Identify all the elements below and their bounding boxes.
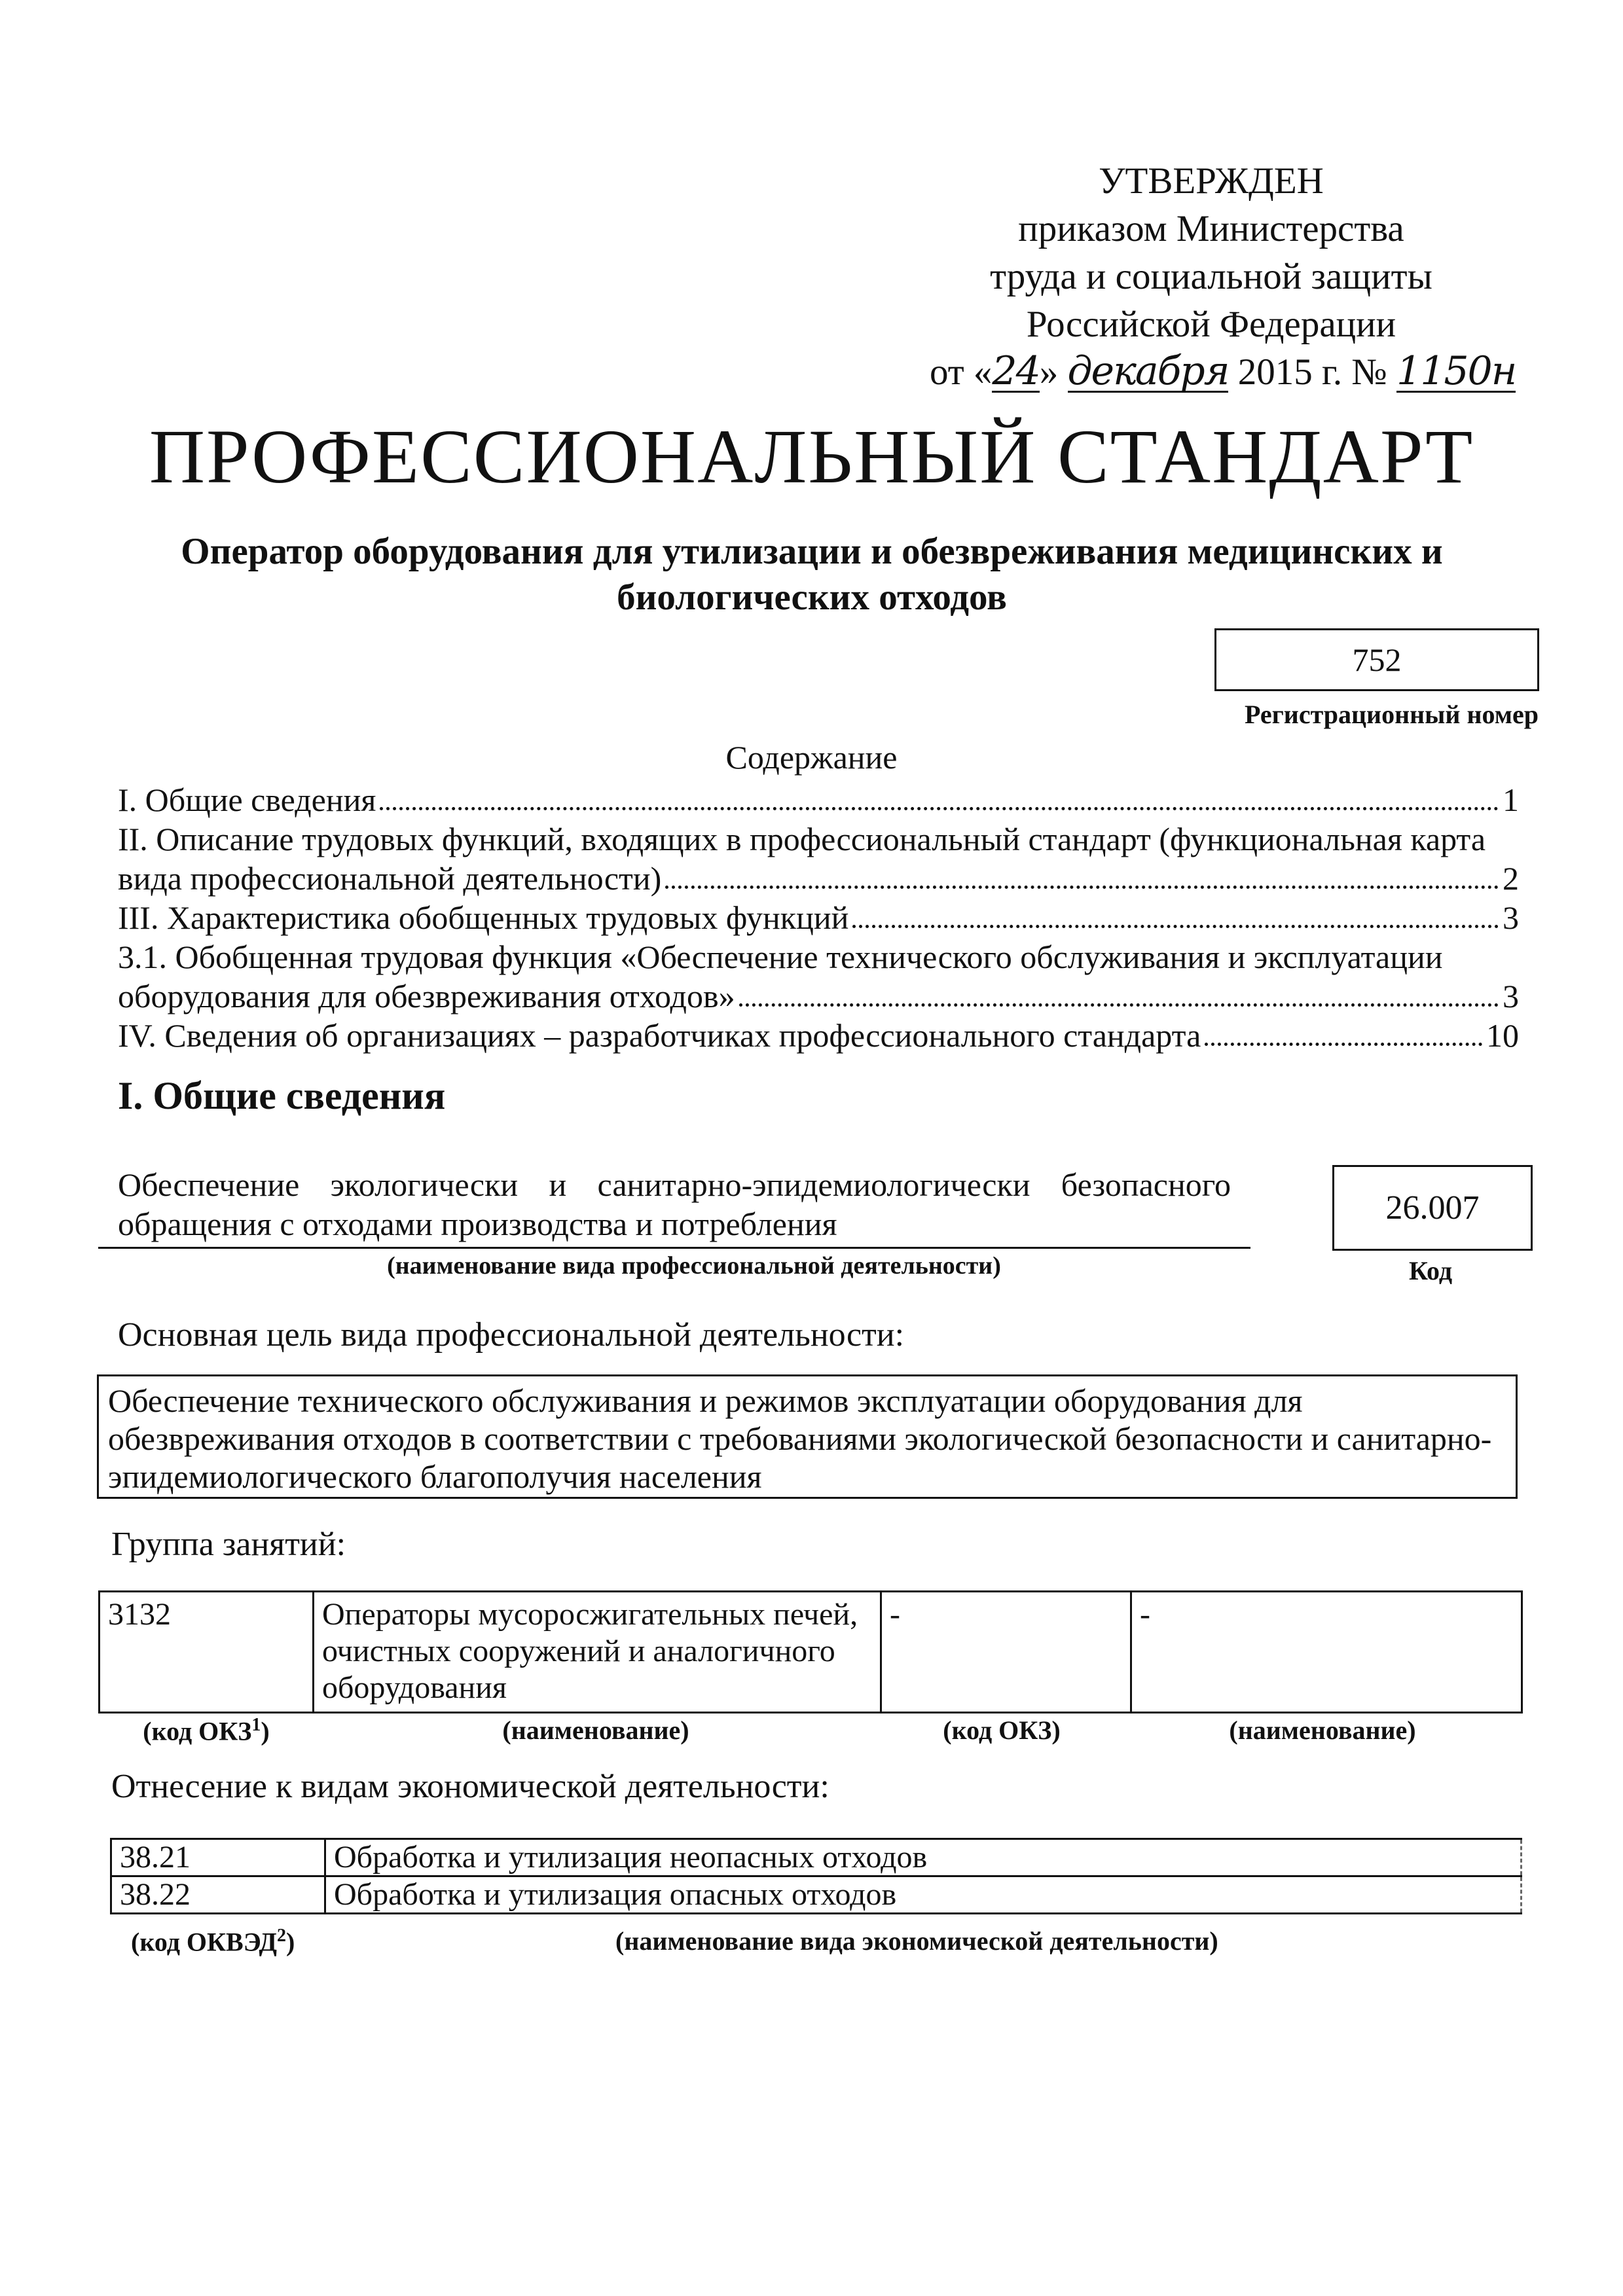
toc-leader (739, 1003, 1499, 1007)
toc-page: 1 (1503, 781, 1519, 818)
approval-line: приказом Министерства (1018, 208, 1404, 249)
toc-item[interactable] (118, 898, 1519, 937)
toc-page: 10 (1486, 1017, 1519, 1054)
okz-name-cell: Операторы мусоросжигательных печей, очистных сооружений и аналогичного оборудования (314, 1592, 881, 1713)
toc-item[interactable] (118, 780, 1519, 819)
toc-page: 2 (1503, 860, 1519, 897)
caption-okz-name: (наименование) (502, 1715, 689, 1745)
okved-name-cell: Обработка и утилизация опасных отходов (325, 1876, 1522, 1914)
document-title: ПРОФЕССИОНАЛЬНЫЙ СТАНДАРТ (149, 414, 1474, 499)
caption-text: (код ОКЗ (143, 1716, 252, 1746)
activity-name: Обеспечение экологически и санитарно-эпидемиологически безопасного обращения с отходами производства и потребления (118, 1166, 1231, 1242)
approval-line: УТВЕРЖДЕН (1099, 160, 1324, 202)
goal-label: Основная цель вида профессиональной деятельности: (118, 1316, 905, 1354)
footnote-mark: 2 (277, 1926, 287, 1946)
date-month-handwritten: декабря (1067, 348, 1229, 394)
toc-leader (665, 886, 1499, 889)
toc-heading: Содержание (725, 739, 898, 776)
okved-code-cell: 38.22 (111, 1876, 325, 1914)
date-year: 2015 г. № (1237, 351, 1387, 393)
toc-item-text: III. Характеристика обобщенных трудовых функций (118, 899, 849, 936)
date-prefix: от « (930, 351, 993, 393)
approval-block (884, 157, 1539, 396)
toc-leader (380, 807, 1499, 810)
toc-item-text: вида профессиональной деятельности) (118, 860, 662, 897)
goal-box: Обеспечение технического обслуживания и режимов эксплуатации оборудования для обезвреживания отходов в соответствии с требованиями экологической безопасности и санитарно-эпидемиологического благополучия населения (97, 1374, 1518, 1499)
order-number-handwritten: 1150н (1396, 348, 1516, 394)
okz-code-cell: - (881, 1592, 1131, 1713)
approval-date-line (884, 348, 1539, 396)
group-label: Группа занятий: (111, 1526, 346, 1563)
approval-line: Российской Федерации (1026, 304, 1396, 345)
toc-item-text: IV. Сведения об организациях – разработчиках профессионального стандарта (118, 1017, 1201, 1054)
caption-text: ) (286, 1927, 295, 1957)
caption-okz-code: (код ОКЗ) (943, 1715, 1061, 1745)
caption-okved-code (131, 1926, 295, 1957)
registration-number-box: 752 (1214, 628, 1539, 691)
activity-code-label: Код (1408, 1256, 1453, 1285)
toc-page: 3 (1503, 978, 1519, 1014)
caption-okz-code (98, 1715, 314, 1746)
toc-item-text: I. Общие сведения (118, 781, 376, 818)
okved-label: Отнесение к видам экономической деятельности: (111, 1768, 830, 1805)
registration-number-label: Регистрационный номер (1244, 700, 1539, 729)
subtitle-line: биологических отходов (617, 577, 1007, 618)
caption-text: ) (261, 1716, 270, 1746)
caption-text: (код ОКВЭД (131, 1927, 278, 1957)
toc-item-text: оборудования для обезвреживания отходов» (118, 978, 735, 1014)
okved-name-cell: Обработка и утилизация неопасных отходов (325, 1839, 1522, 1876)
subtitle-line: Оператор оборудования для утилизации и обезвреживания медицинских и (181, 531, 1443, 572)
activity-caption: (наименование вида профессиональной деятельности) (387, 1252, 1001, 1280)
toc-leader (852, 925, 1499, 928)
okved-table (110, 1838, 1522, 1914)
toc-page: 3 (1503, 899, 1519, 936)
caption-okved-name: (наименование вида экономической деятельности) (615, 1926, 1218, 1956)
toc-item-text: 3.1. Обобщенная трудовая функция «Обеспечение технического обслуживания и эксплуатации (118, 939, 1443, 975)
document-subtitle (131, 529, 1493, 620)
toc-leader (1205, 1043, 1482, 1046)
okz-code-cell: 3132 (100, 1592, 314, 1713)
caption-okz-name: (наименование) (1229, 1715, 1416, 1745)
toc-item-text: II. Описание трудовых функций, входящих в профессиональный стандарт (функциональная карта (118, 821, 1486, 857)
footnote-mark: 1 (251, 1715, 261, 1735)
toc-item[interactable] (118, 977, 1519, 1016)
okved-code-cell: 38.21 (111, 1839, 325, 1876)
toc-item[interactable] (118, 1016, 1519, 1055)
table-row (111, 1839, 1522, 1876)
section-heading: I. Общие сведения (118, 1074, 446, 1117)
date-mid: » (1039, 351, 1059, 393)
approval-line: труда и социальной защиты (990, 256, 1432, 297)
table-row (100, 1592, 1522, 1713)
table-of-contents (118, 780, 1519, 1055)
table-row (111, 1876, 1522, 1914)
occupation-group-table (98, 1590, 1523, 1713)
date-day-handwritten: 24 (992, 348, 1040, 394)
toc-item[interactable] (118, 859, 1519, 898)
activity-underline (98, 1247, 1250, 1249)
okz-name-cell: - (1131, 1592, 1522, 1713)
activity-code-box: 26.007 (1332, 1165, 1533, 1251)
